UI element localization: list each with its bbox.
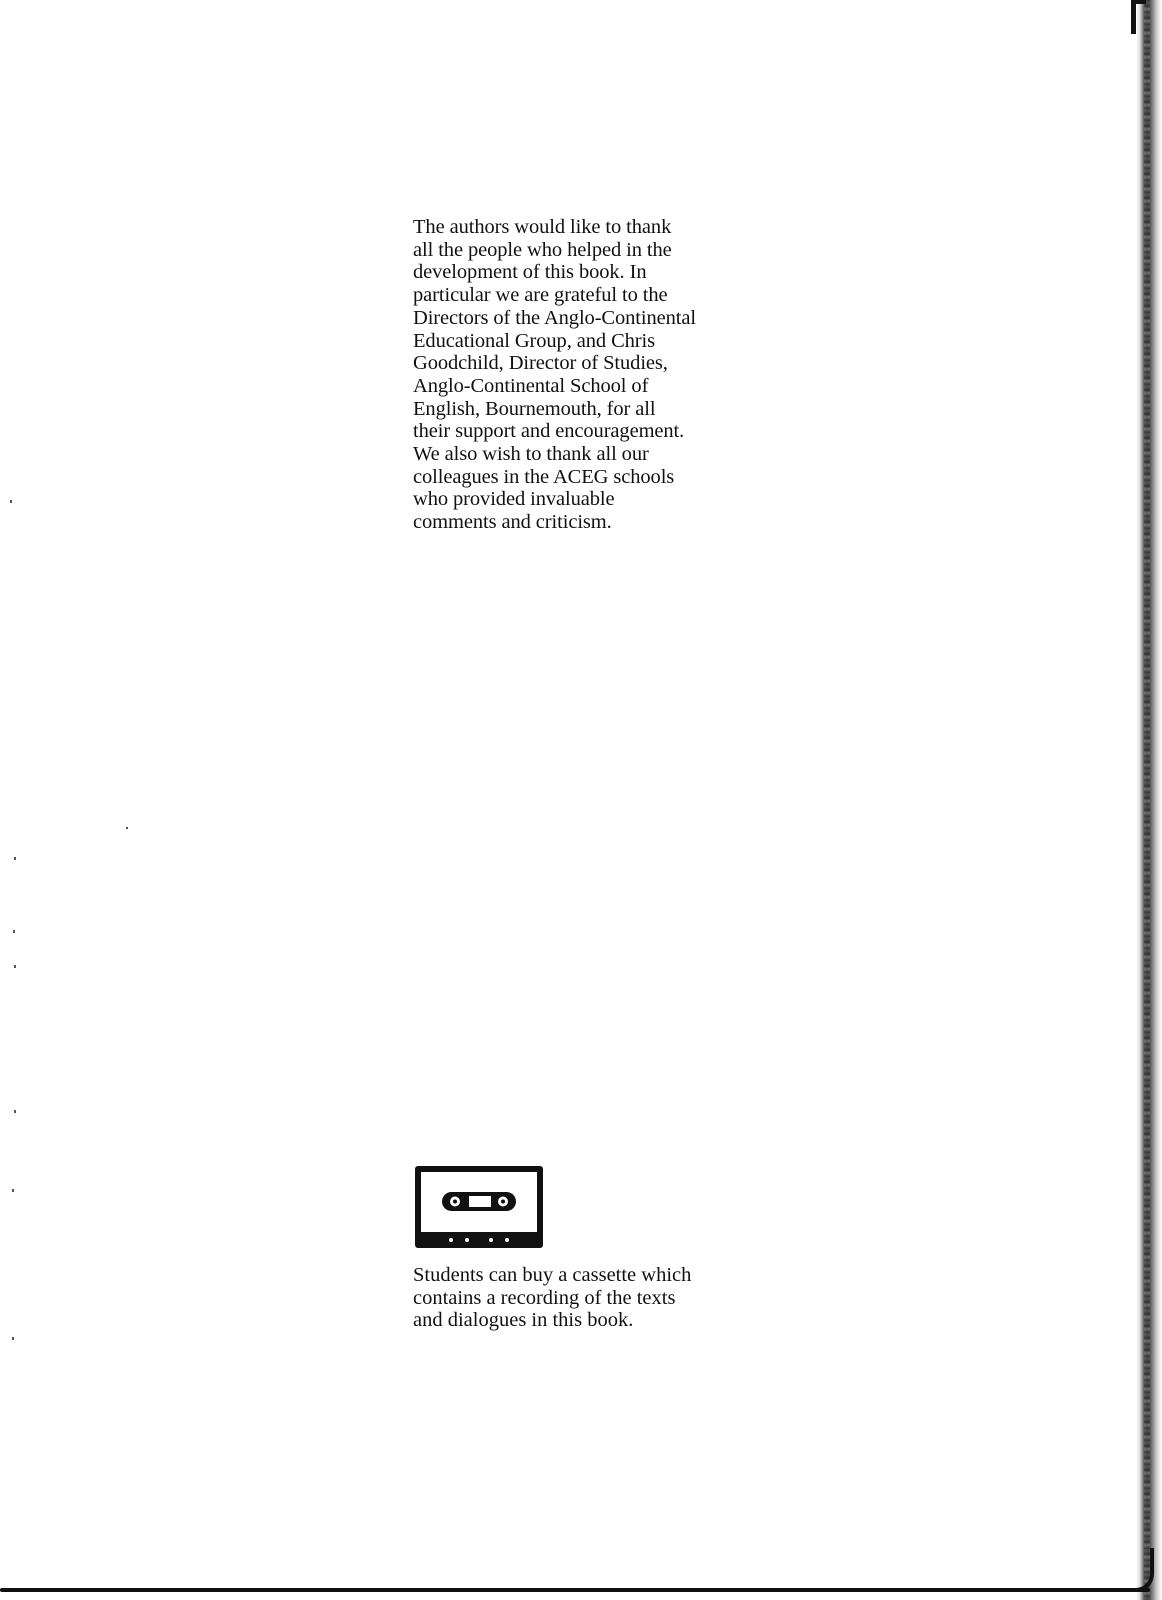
page-edge-bottom [0,1588,1150,1592]
scan-speck [126,827,128,829]
scan-speck [12,1189,14,1192]
page-edge-shadow [1136,0,1162,1600]
acknowledgements-paragraph: The authors would like to thank all the people who helped in the development of this book. In particular we are grateful to the Directors of the Anglo-Continental Educational Group, and Chris Goodchild, Director of Studies, Anglo-Continental School of English, Bournemouth, for all their support and encouragement. We also wish to thank all our colleagues in the ACEG schools who provided invaluable comments and criticism. [413,216,696,534]
cassette-tape-icon [414,1165,544,1249]
scan-speck [12,1337,14,1340]
scan-speck [13,930,15,933]
scan-speck [14,857,16,860]
scan-speck [10,500,12,503]
scan-speck [14,965,16,968]
scan-speck [14,1110,16,1113]
page-corner-top [1131,0,1146,34]
cassette-caption: Students can buy a cassette which contains a recording of the texts and dialogues in this book. [413,1264,692,1332]
